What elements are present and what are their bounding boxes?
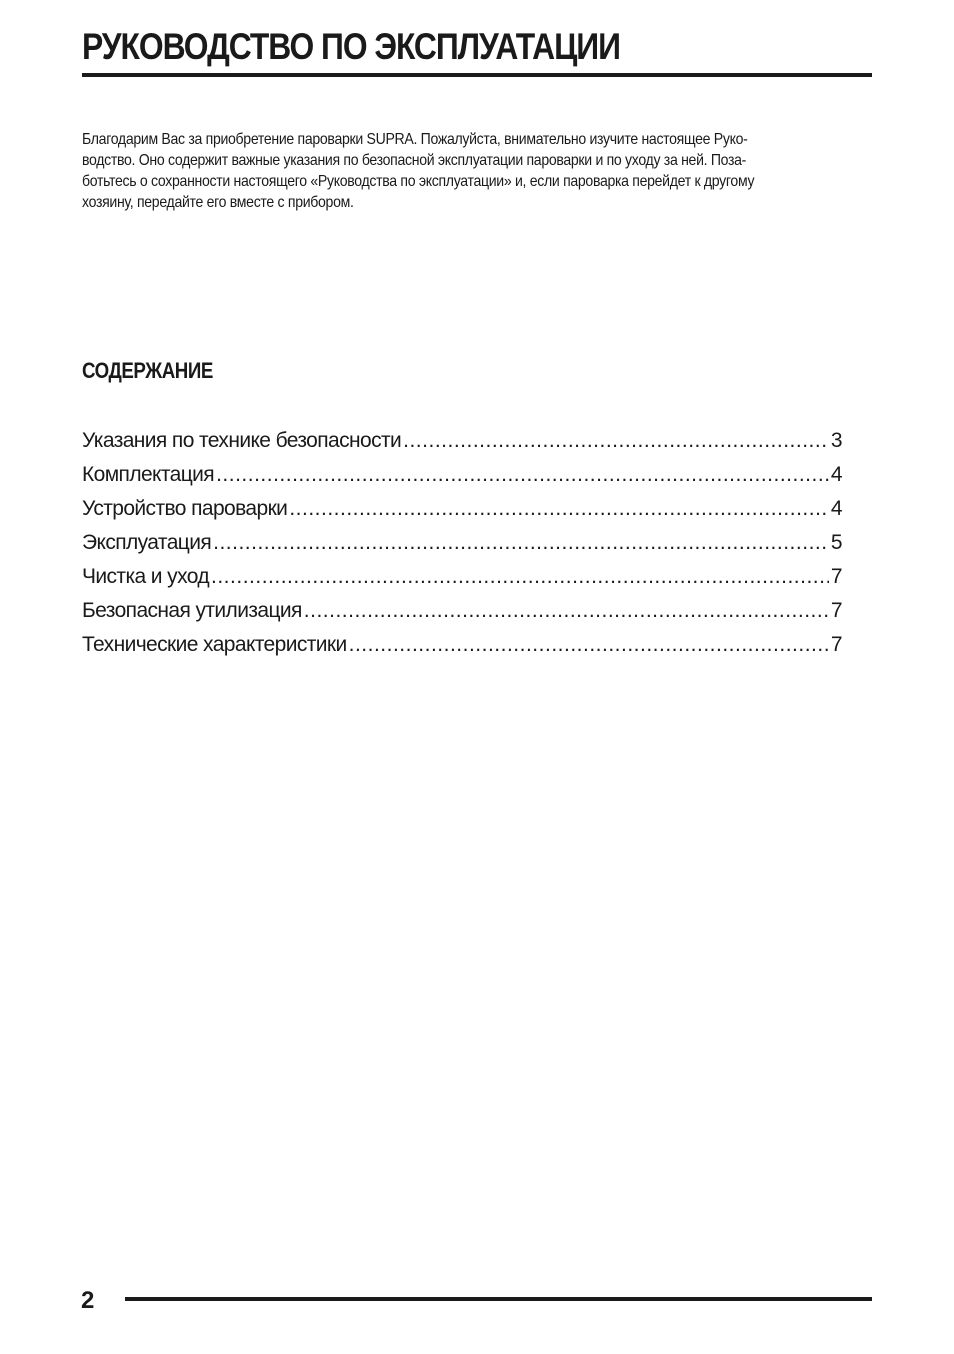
toc-dot-leader [216, 458, 829, 492]
toc-item-label: Эксплуатация [82, 531, 212, 554]
toc-item-page: 7 [830, 565, 842, 588]
toc-item-label: Указания по технике безопасности [82, 429, 402, 452]
toc-dot-leader [289, 492, 829, 526]
toc-item-operation[interactable] [82, 526, 842, 560]
page-title: РУКОВОДСТВО ПО ЭКСПЛУАТАЦИИ [82, 26, 620, 67]
toc-item-page: 3 [830, 429, 842, 452]
intro-paragraph [82, 129, 872, 213]
table-of-contents [82, 424, 842, 662]
toc-item-page: 7 [830, 633, 842, 656]
toc-item-page: 4 [830, 497, 842, 520]
intro-line: Благодарим Вас за приобретение пароварки SUPRA. Пожалуйста, внимательно изучите настоящее Руко- [82, 131, 748, 148]
toc-item-cleaning[interactable] [82, 560, 842, 594]
toc-dot-leader [213, 526, 829, 560]
contents-heading: СОДЕРЖАНИЕ [82, 358, 213, 383]
toc-item-device[interactable] [82, 492, 842, 526]
toc-item-contents[interactable] [82, 458, 842, 492]
toc-item-disposal[interactable] [82, 594, 842, 628]
toc-item-label: Безопасная утилизация [82, 599, 302, 622]
toc-dot-leader [304, 594, 829, 628]
toc-item-label: Комплектация [82, 463, 215, 486]
toc-dot-leader [211, 560, 829, 594]
toc-item-page: 5 [830, 531, 842, 554]
intro-line: водство. Оно содержит важные указания по безопасной эксплуатации пароварки и по уходу за ней. Поза- [82, 152, 747, 169]
intro-line: хозяину, передайте его вместе с прибором. [82, 194, 354, 211]
toc-item-label: Технические характеристики [82, 633, 347, 656]
toc-item-safety[interactable] [82, 424, 842, 458]
toc-item-page: 4 [830, 463, 842, 486]
page-number: 2 [81, 1287, 95, 1314]
toc-item-label: Чистка и уход [82, 565, 210, 588]
title-divider [82, 73, 872, 77]
toc-item-label: Устройство пароварки [82, 497, 288, 520]
footer-divider [125, 1297, 872, 1301]
toc-dot-leader [349, 628, 829, 662]
toc-item-page: 7 [830, 599, 842, 622]
toc-dot-leader [403, 424, 829, 458]
intro-line: ботьтесь о сохранности настоящего «Руководства по эксплуатации» и, если пароварка перейдет к другому [82, 173, 755, 190]
toc-item-specifications[interactable] [82, 628, 842, 662]
